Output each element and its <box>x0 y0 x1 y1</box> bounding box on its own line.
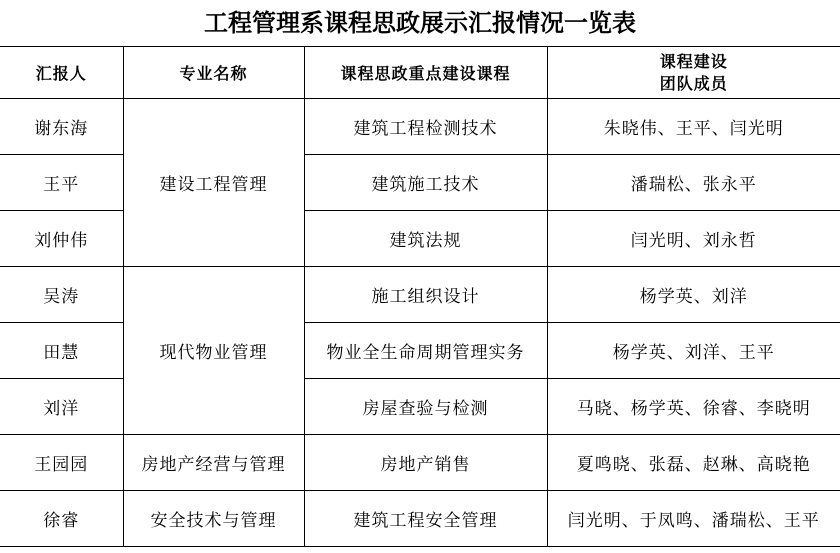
report-table <box>0 46 840 547</box>
reporter-cell: 刘仲伟 <box>0 211 123 267</box>
major-cell: 现代物业管理 <box>123 267 304 435</box>
reporter-cell: 刘洋 <box>0 379 123 435</box>
reporter-cell: 王平 <box>0 155 123 211</box>
team-cell: 夏鸣晓、张磊、赵琳、高晓艳 <box>547 435 840 491</box>
header-team-line2: 团队成员 <box>659 73 728 93</box>
team-cell: 马晓、杨学英、徐睿、李晓明 <box>547 379 840 435</box>
header-row <box>0 47 840 99</box>
reporter-cell: 谢东海 <box>0 99 123 155</box>
course-cell: 建筑工程检测技术 <box>304 99 547 155</box>
table-row <box>0 435 840 491</box>
major-cell: 建设工程管理 <box>123 99 304 267</box>
team-cell: 杨学英、刘洋 <box>547 267 840 323</box>
team-cell: 朱晓伟、王平、闫光明 <box>547 99 840 155</box>
course-cell: 施工组织设计 <box>304 267 547 323</box>
team-cell: 闫光明、于凤鸣、潘瑞松、王平 <box>547 491 840 547</box>
course-cell: 房地产销售 <box>304 435 547 491</box>
reporter-cell: 田慧 <box>0 323 123 379</box>
course-cell: 建筑施工技术 <box>304 155 547 211</box>
major-cell: 房地产经营与管理 <box>123 435 304 491</box>
reporter-cell: 王园园 <box>0 435 123 491</box>
team-cell: 闫光明、刘永哲 <box>547 211 840 267</box>
header-team-line1: 课程建设 <box>659 51 728 71</box>
team-cell: 杨学英、刘洋、王平 <box>547 323 840 379</box>
reporter-cell: 吴涛 <box>0 267 123 323</box>
header-reporter: 汇报人 <box>0 47 123 99</box>
team-cell: 潘瑞松、张永平 <box>547 155 840 211</box>
course-cell: 建筑工程安全管理 <box>304 491 547 547</box>
course-cell: 建筑法规 <box>304 211 547 267</box>
table-row <box>0 267 840 323</box>
header-team <box>547 47 840 99</box>
table-row <box>0 491 840 547</box>
header-course: 课程思政重点建设课程 <box>304 47 547 99</box>
course-cell: 房屋查验与检测 <box>304 379 547 435</box>
page-title: 工程管理系课程思政展示汇报情况一览表 <box>204 8 636 37</box>
course-cell: 物业全生命周期管理实务 <box>304 323 547 379</box>
reporter-cell: 徐睿 <box>0 491 123 547</box>
major-cell: 安全技术与管理 <box>123 491 304 547</box>
table-row <box>0 99 840 155</box>
header-major: 专业名称 <box>123 47 304 99</box>
